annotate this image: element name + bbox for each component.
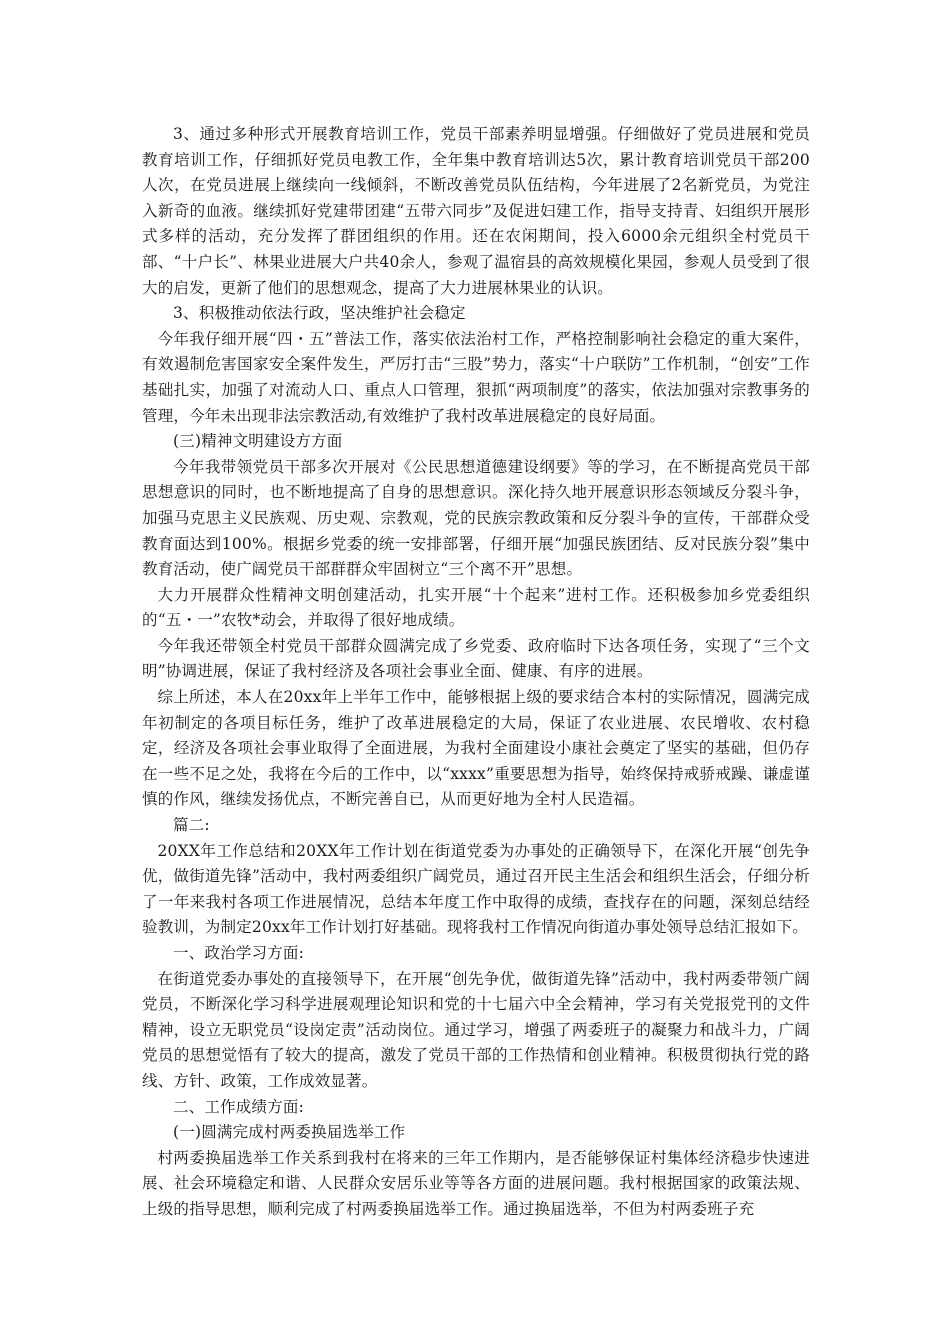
paragraph: 今年我带领党员干部多次开展对《公民思想道德建设纲要》等的学习，在不断提高党员干部思想意识的同时，也不断地提高了自身的思想意识。深化持久地开展意识形态领域反分裂斗争，加强马克思主义民族观、历史观、宗教观，党的民族宗教政策和反分裂斗争的宣传，干部群众受教育面达到100%。根据乡党委的统一安排部署，仔细开展“加强民族团结、反对民族分裂”集中教育活动，使广阔党员干部群群众牢固树立“三个离不开”思想。 [142, 457, 810, 579]
paragraph: 在街道党委办事处的直接领导下，在开展“创先争优，做街道先锋”活动中，我村两委带领广阔党员，不断深化学习科学进展观理论知识和党的十七届六中全会精神，学习有关党报党刊的文件精神，设立无职党员“设岗定责”活动岗位。通过学习，增强了两委班子的凝聚力和战斗力，广阔党员的思想觉悟有了较大的提高，激发了党员干部的工作热情和创业精神。积极贯彻执行党的路线、方针、政策，工作成效显著。 [142, 969, 810, 1090]
paragraph: 今年我还带领全村党员干部群众圆满完成了乡党委、政府临时下达各项任务，实现了“三个文明”协调进展，保证了我村经济及各项社会事业全面、健康、有序的进展。 [142, 636, 810, 681]
section-heading: (三)精神文明建设方方面 [173, 432, 343, 451]
section-heading: (一)圆满完成村两委换届选举工作 [173, 1123, 406, 1142]
paragraph: 村两委换届选举工作关系到我村在将来的三年工作期内，是否能够保证村集体经济稳步快速进展、社会环境稳定和谐、人民群众安居乐业等等各方面的进展问题。我村根据国家的政策法规、上级的指导思想，顺利完成了村两委换届选举工作。通过换届选举，不但为村两委班子充 [142, 1148, 810, 1218]
section-heading: 篇二: [173, 816, 210, 835]
paragraph: 综上所述，本人在20xx年上半年工作中，能够根据上级的要求结合本村的实际情况，圆满完成年初制定的各项目标任务，维护了改革进展稳定的大局，保证了农业进展、农民增收、农村稳定，经济及各项社会事业取得了全面进展，为我村全面建设小康社会奠定了坚实的基础，但仍存在一些不足之处，我将在今后的工作中，以“xxxx”重要思想为指导，始终保持戒骄戒躁、谦虚谨慎的作风，继续发扬优点，不断完善自已，从而更好地为全村人民造福。 [142, 688, 810, 809]
document-page [142, 122, 810, 1223]
section-heading: 二、工作成绩方面: [173, 1097, 305, 1116]
paragraph: 20XX年工作总结和20XX年工作计划在街道党委为办事处的正确领导下，在深化开展“创先争优，做街道先锋”活动中，我村两委组织广阔党员，通过召开民主生活会和组织生活会，仔细分析了一年来我村各项工作进展情况，总结本年度工作中取得的成绩，查找存在的问题，深刻总结经验教训，为制定20xx年工作计划打好基础。现将我村工作情况向街道办事处领导总结汇报如下。 [142, 841, 810, 937]
section-heading: 一、政治学习方面: [173, 944, 305, 962]
paragraph: 大力开展群众性精神文明创建活动，扎实开展“十个起来”进村工作。还积极参加乡党委组织的“五・一”农牧*动会，并取得了很好地成绩。 [142, 585, 810, 630]
paragraph: 今年我仔细开展“四・五”普法工作，落实依法治村工作，严格控制影响社会稳定的重大案件，有效遏制危害国家安全案件发生，严厉打击“三股”势力，落实“十户联防”工作机制，“创安”工作基础扎实，加强了对流动人口、重点人口管理，狠抓“两项制度”的落实，依法加强对宗教事务的管理，今年未出现非法宗教活动,有效维护了我村改革进展稳定的良好局面。 [142, 329, 810, 425]
section-heading: 3、积极推动依法行政，坚决维护社会稳定 [173, 304, 466, 323]
paragraph: 3、通过多种形式开展教育培训工作，党员干部素养明显增强。仔细做好了党员进展和党员教育培训工作，仔细抓好党员电教工作，全年集中教育培训达5次，累计教育培训党员干部200人次，在党员进展上继续向一线倾斜，不断改善党员队伍结构，今年进展了2名新党员，为党注入新奇的血液。继续抓好党建带团建“五带六同步”及促进妇建工作，指导支持青、妇组织开展形式多样的活动，充分发挥了群团组织的作用。还在农闲期间，投入6000余元组织全村党员干部、“十户长”、林果业进展大户共40余人，参观了温宿县的高效规模化果园，参观人员受到了很大的启发，更新了他们的思想观念，提高了大力进展林果业的认识。 [142, 125, 810, 297]
